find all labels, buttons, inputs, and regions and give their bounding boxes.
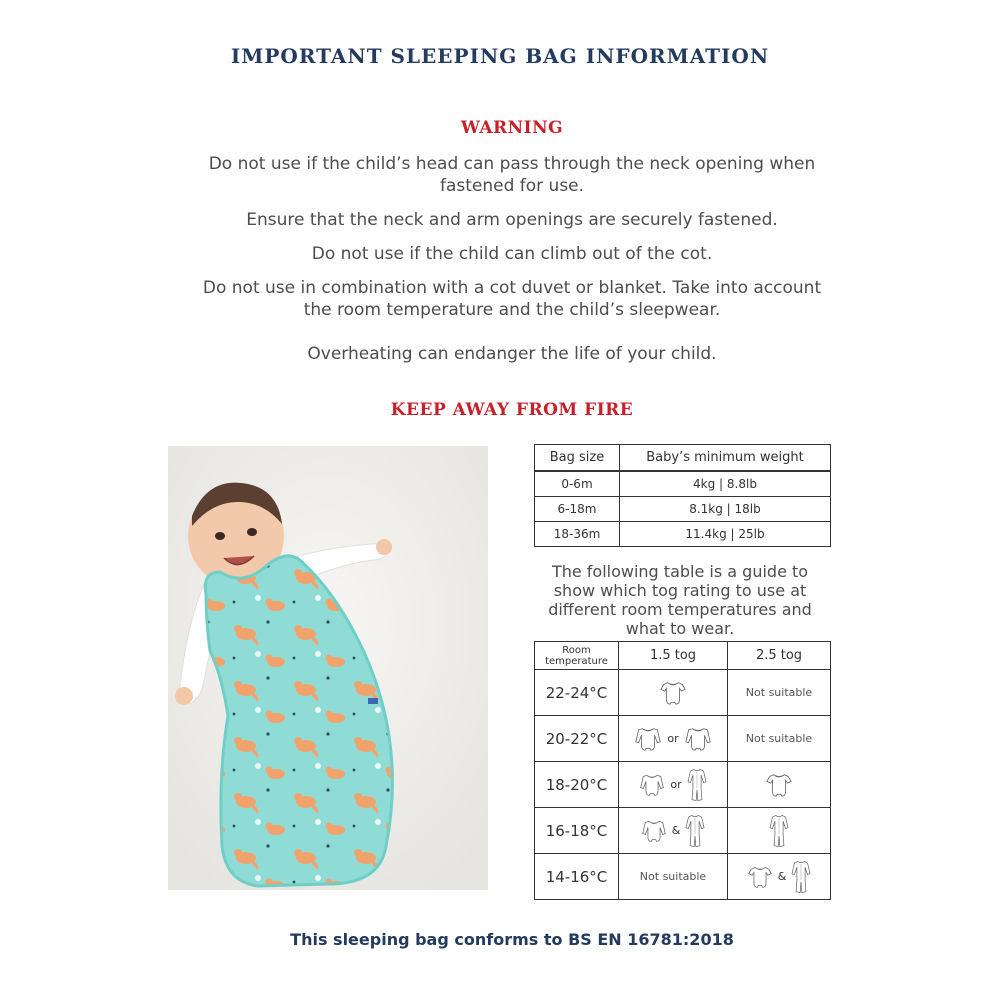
tog-guide-text: The following table is a guide to show which tog rating to use at different room temperatures and what to wear. bbox=[548, 562, 812, 638]
short-sleeve-bodysuit-icon bbox=[747, 863, 773, 891]
tog-25-cell bbox=[728, 762, 831, 808]
and-connector: & bbox=[671, 824, 681, 837]
and-connector: & bbox=[777, 870, 787, 883]
bag-size-header: Bag size bbox=[535, 445, 620, 472]
sleepsuit-icon bbox=[685, 813, 705, 849]
tog-25-cell bbox=[728, 854, 831, 900]
weight-cell: 8.1kg | 18lb bbox=[620, 497, 831, 522]
tog-25-cell: Not suitable bbox=[728, 670, 831, 716]
temperature-cell: 18-20°C bbox=[535, 762, 619, 808]
long-sleeve-bodysuit-icon bbox=[641, 817, 667, 845]
long-sleeve-bodysuit-icon bbox=[634, 725, 662, 753]
table-header-row bbox=[535, 445, 831, 472]
baby-sleeping-bag-photo bbox=[168, 446, 488, 890]
bag-size-cell: 18-36m bbox=[535, 522, 620, 547]
table-row bbox=[535, 762, 831, 808]
tog-25-header: 2.5 tog bbox=[728, 642, 831, 670]
warning-line-2: Ensure that the neck and arm openings are securely fastened. bbox=[246, 210, 778, 230]
table-row bbox=[535, 716, 831, 762]
tog-15-cell bbox=[619, 762, 728, 808]
conformity-statement: This sleeping bag conforms to BS EN 16781:2018 bbox=[290, 930, 734, 949]
short-sleeve-bodysuit-icon bbox=[765, 771, 793, 799]
weight-cell: 4kg | 8.8lb bbox=[620, 471, 831, 497]
tog-15-header: 1.5 tog bbox=[619, 642, 728, 670]
tog-15-cell bbox=[619, 716, 728, 762]
temperature-cell: 16-18°C bbox=[535, 808, 619, 854]
table-row bbox=[535, 670, 831, 716]
temperature-cell: 20-22°C bbox=[535, 716, 619, 762]
table-row bbox=[535, 471, 831, 497]
tog-rating-table bbox=[534, 641, 831, 900]
sleepsuit-icon bbox=[769, 813, 789, 849]
table-row bbox=[535, 522, 831, 547]
long-sleeve-bodysuit-icon bbox=[639, 771, 665, 799]
warning-line-4: Do not use in combination with a cot duvet or blanket. Take into account the room temperature and the child’s sleepwear. bbox=[202, 278, 822, 320]
room-temperature-header: Room temperature bbox=[535, 642, 619, 670]
weight-cell: 11.4kg | 25lb bbox=[620, 522, 831, 547]
bag-size-cell: 6-18m bbox=[535, 497, 620, 522]
min-weight-header: Baby’s minimum weight bbox=[620, 445, 831, 472]
fire-warning: KEEP AWAY FROM FIRE bbox=[390, 400, 634, 420]
page-title: IMPORTANT SLEEPING BAG INFORMATION bbox=[230, 44, 770, 68]
or-connector: or bbox=[667, 732, 679, 745]
table-row bbox=[535, 808, 831, 854]
tog-15-cell bbox=[619, 808, 728, 854]
tog-25-cell bbox=[728, 808, 831, 854]
long-sleeve-bodysuit-icon bbox=[684, 725, 712, 753]
warning-line-3: Do not use if the child can climb out of the cot. bbox=[311, 244, 713, 264]
tog-15-cell: Not suitable bbox=[619, 854, 728, 900]
sleepsuit-icon bbox=[687, 767, 707, 803]
warning-line-5: Overheating can endanger the life of your child. bbox=[307, 344, 717, 364]
table-row bbox=[535, 854, 831, 900]
temperature-cell: 14-16°C bbox=[535, 854, 619, 900]
tog-25-cell: Not suitable bbox=[728, 716, 831, 762]
tog-15-cell bbox=[619, 670, 728, 716]
warning-heading: WARNING bbox=[460, 118, 564, 138]
table-header-row bbox=[535, 642, 831, 670]
or-connector: or bbox=[670, 778, 682, 791]
size-weight-table bbox=[534, 444, 831, 547]
bag-size-cell: 0-6m bbox=[535, 471, 620, 497]
sleepsuit-icon bbox=[791, 859, 811, 895]
warning-line-1: Do not use if the child’s head can pass through the neck opening when fastened for use. bbox=[208, 154, 816, 196]
short-sleeve-bodysuit-icon bbox=[659, 679, 687, 707]
table-row bbox=[535, 497, 831, 522]
temperature-cell: 22-24°C bbox=[535, 670, 619, 716]
